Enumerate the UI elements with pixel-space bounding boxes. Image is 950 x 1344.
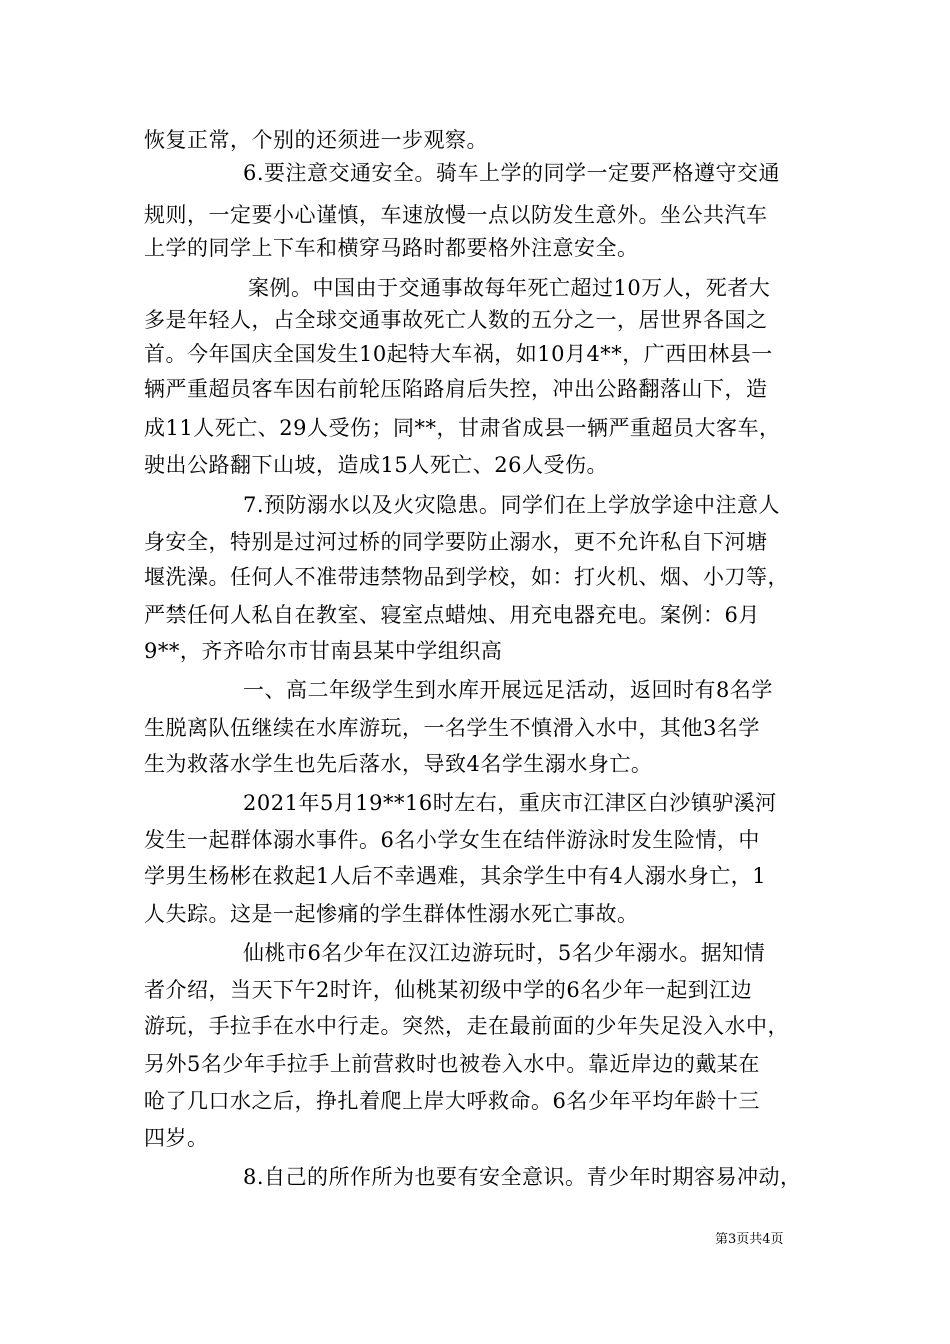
text-line: 成11人死亡、29人受伤；同**，甘肃省成县一辆严重超员大客车，	[144, 416, 781, 440]
text-line: 案例。中国由于交通事故每年死亡超过10万人，死者大	[248, 276, 771, 300]
text-line: 另外5名少年手拉手上前营救时也被卷入水中。靠近岸边的戴某在	[144, 1052, 760, 1076]
page-number-footer: 第3页共4页	[715, 1232, 784, 1247]
text-line: 规则，一定要小心谨慎，车速放慢一点以防发生意外。坐公共汽车	[144, 203, 768, 227]
text-line: 发生一起群体溺水事件。6名小学女生在结伴游泳时发生险情，中	[144, 828, 760, 852]
text-line: 多是年轻人，占全球交通事故死亡人数的五分之一，居世界各国之	[144, 308, 768, 332]
text-line: 人失踪。这是一起惨痛的学生群体性溺水死亡事故。	[144, 902, 639, 926]
text-line: 首。今年国庆全国发生10起特大车祸，如10月4**，广西田林县一	[144, 342, 773, 366]
text-line: 者介绍，当天下午2时许，仙桃某初级中学的6名少年一起到江边	[144, 978, 753, 1002]
text-line: 呛了几口水之后，挣扎着爬上岸大呼救命。6名少年平均年龄十三	[144, 1089, 760, 1113]
text-line: 生脱离队伍继续在水库游玩，一名学生不慎滑入水中，其他3名学	[144, 716, 760, 740]
text-line: 驶出公路翻下山坡，造成15人死亡、26人受伤。	[144, 453, 608, 477]
text-line: 身安全，特别是过河过桥的同学要防止溺水，更不允许私自下河塘	[144, 530, 768, 554]
text-line: 一、高二年级学生到水库开展远足活动，返回时有8名学	[243, 678, 773, 702]
text-line: 7.预防溺水以及火灾隐患。同学们在上学放学途中注意人	[243, 493, 781, 517]
text-line: 仙桃市6名少年在汉江边游玩时，5名少年溺水。据知情	[243, 941, 766, 965]
text-line: 辆严重超员客车因右前轮压陷路肩后失控，冲出公路翻落山下，造	[144, 377, 768, 401]
text-line: 学男生杨彬在救起1人后不幸遇难，其余学生中有4人溺水身亡，1	[144, 864, 767, 888]
text-line: 上学的同学上下车和横穿马路时都要格外注意安全。	[144, 236, 639, 260]
text-line: 游玩，手拉手在水中行走。突然，走在最前面的少年失足没入水中，	[144, 1014, 789, 1038]
text-line: 四岁。	[144, 1126, 209, 1150]
text-line: 生为救落水学生也先后落水，导致4名学生溺水身亡。	[144, 752, 653, 776]
text-line: 6.要注意交通安全。骑车上学的同学一定要严格遵守交通	[243, 161, 781, 185]
text-line: 9**，齐齐哈尔市甘南县某中学组织高	[144, 639, 503, 663]
text-line: 恢复正常，个别的还须进一步观察。	[144, 128, 488, 152]
text-line: 2021年5月19**16时左右，重庆市江津区白沙镇驴溪河	[243, 791, 777, 815]
text-line: 堰洗澡。任何人不准带违禁物品到学校，如：打火机、烟、小刀等，	[144, 565, 789, 589]
text-line: 8.自己的所作所为也要有安全意识。青少年时期容易冲动，	[243, 1165, 802, 1189]
text-line: 严禁任何人私自在教室、寝室点蜡烛、用充电器充电。案例：6月	[144, 603, 760, 627]
